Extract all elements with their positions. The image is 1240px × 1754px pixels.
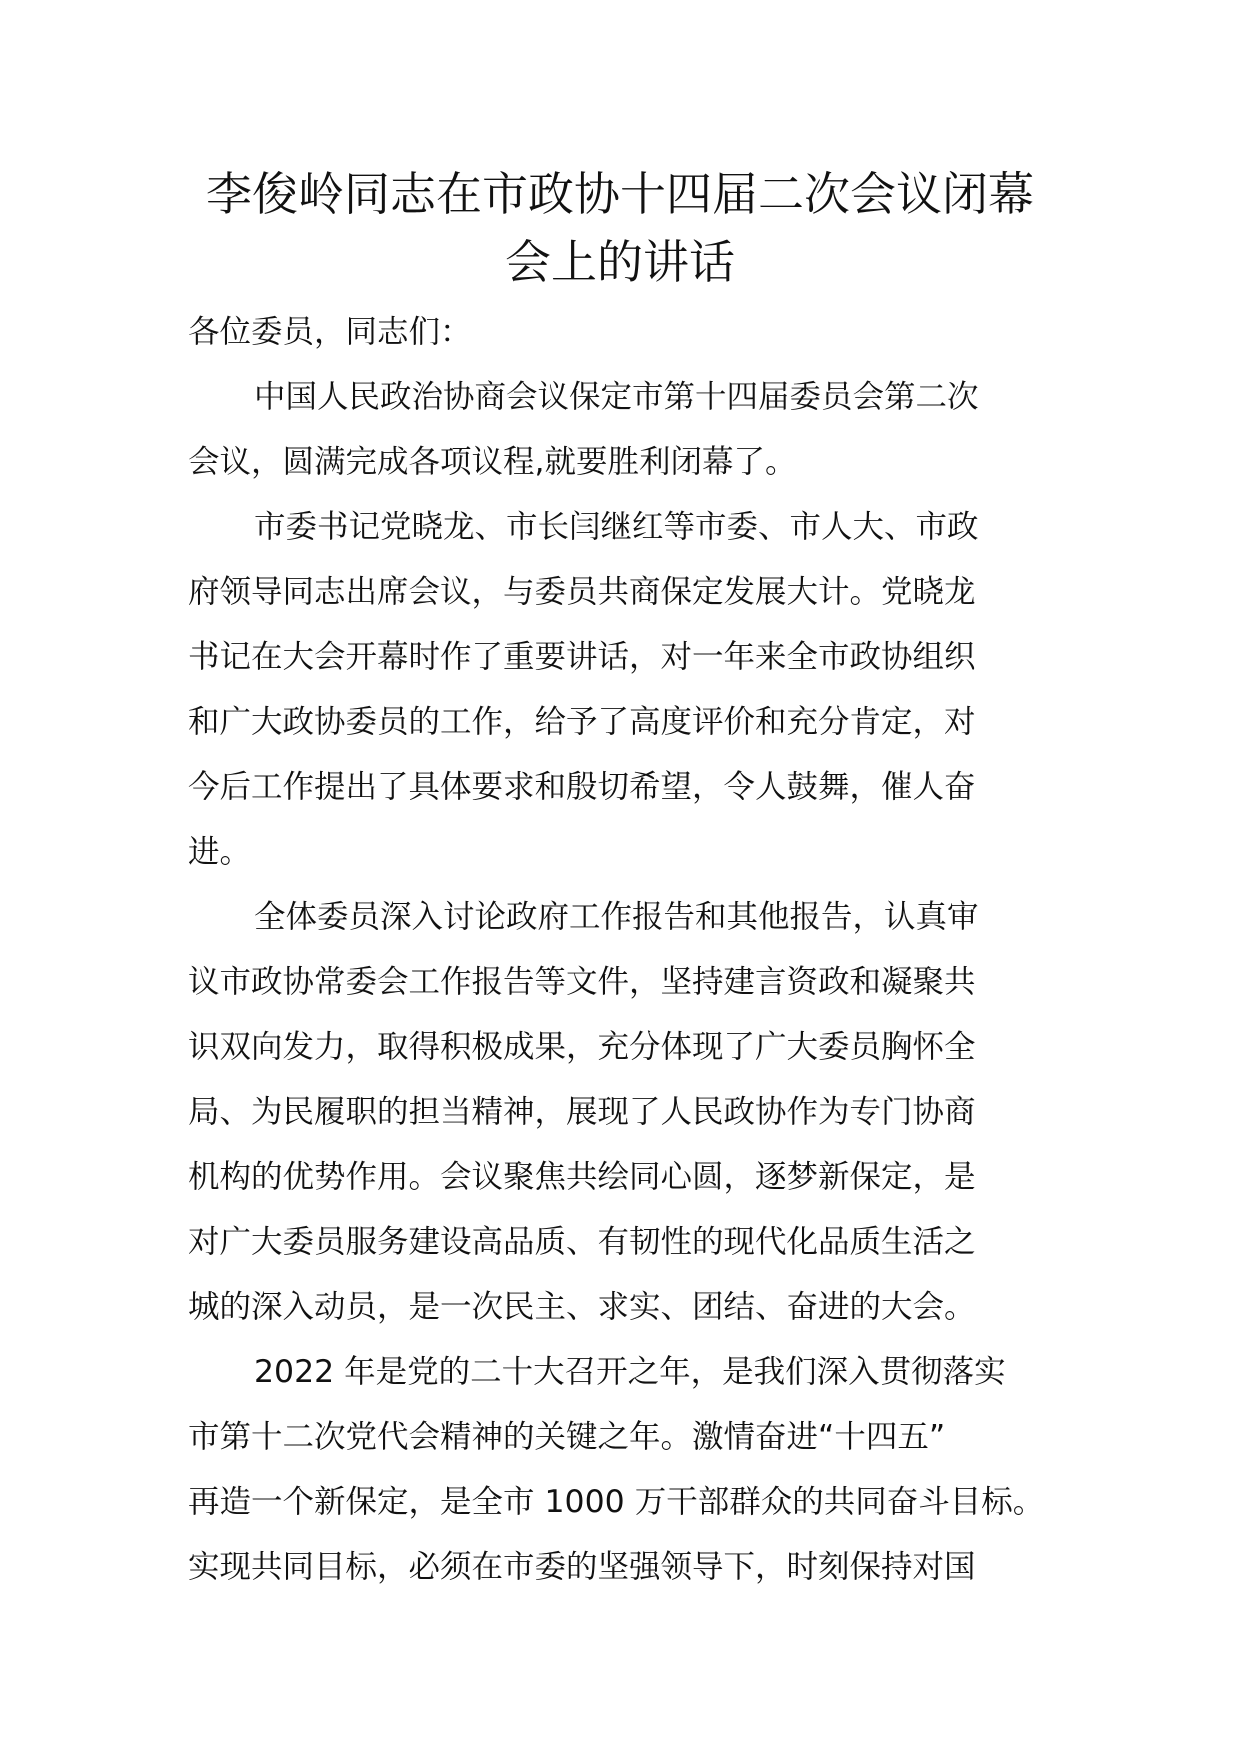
paragraph-line: 府领导同志出席会议，与委员共商保定发展大计。党晓龙 bbox=[188, 574, 976, 610]
paragraph-line: 对广大委员服务建设高品质、有韧性的现代化品质生活之 bbox=[188, 1224, 976, 1260]
paragraph-4 bbox=[188, 1340, 1060, 1600]
paragraph-3 bbox=[188, 885, 1060, 1340]
paragraph-line: 和广大政协委员的工作，给予了高度评价和充分肯定，对 bbox=[188, 704, 976, 740]
paragraph-1 bbox=[188, 365, 1060, 495]
paragraph-line: 中国人民政治协商会议保定市第十四届委员会第二次 bbox=[254, 379, 979, 415]
document-title bbox=[180, 160, 1060, 296]
paragraph-line: 议市政协常委会工作报告等文件，坚持建言资政和凝聚共 bbox=[188, 964, 976, 1000]
salutation: 各位委员，同志们： bbox=[188, 314, 472, 350]
paragraph-2 bbox=[188, 495, 1060, 885]
paragraph-line: 城的深入动员，是一次民主、求实、团结、奋进的大会。 bbox=[188, 1289, 976, 1325]
paragraph-line: 再造一个新保定，是全市 1000 万干部群众的共同奋斗目标。 bbox=[188, 1484, 1045, 1520]
title-line-1: 李俊岭同志在市政协十四届二次会议闭幕 bbox=[206, 167, 1034, 221]
paragraph-line: 识双向发力，取得积极成果，充分体现了广大委员胸怀全 bbox=[188, 1029, 976, 1065]
paragraph-line: 书记在大会开幕时作了重要讲话，对一年来全市政协组织 bbox=[188, 639, 976, 675]
paragraph-line: 市委书记党晓龙、市长闫继红等市委、市人大、市政 bbox=[254, 509, 979, 545]
paragraph-line: 市第十二次党代会精神的关键之年。激情奋进“十四五” bbox=[188, 1419, 946, 1455]
paragraph-line: 会议，圆满完成各项议程,就要胜利闭幕了。 bbox=[188, 444, 797, 480]
paragraph-line: 全体委员深入讨论政府工作报告和其他报告，认真审 bbox=[254, 899, 979, 935]
paragraph-line: 2022 年是党的二十大召开之年，是我们深入贯彻落实 bbox=[254, 1354, 1006, 1390]
paragraph-line: 机构的优势作用。会议聚焦共绘同心圆，逐梦新保定，是 bbox=[188, 1159, 976, 1195]
paragraph-line: 今后工作提出了具体要求和殷切希望，令人鼓舞，催人奋 bbox=[188, 769, 976, 805]
paragraph-line: 进。 bbox=[188, 834, 252, 870]
document-body bbox=[188, 300, 1060, 1600]
paragraph-line: 实现共同目标，必须在市委的坚强领导下，时刻保持对国 bbox=[188, 1549, 976, 1585]
paragraph-line: 局、为民履职的担当精神，展现了人民政协作为专门协商 bbox=[188, 1094, 976, 1130]
title-line-2: 会上的讲话 bbox=[505, 235, 735, 289]
